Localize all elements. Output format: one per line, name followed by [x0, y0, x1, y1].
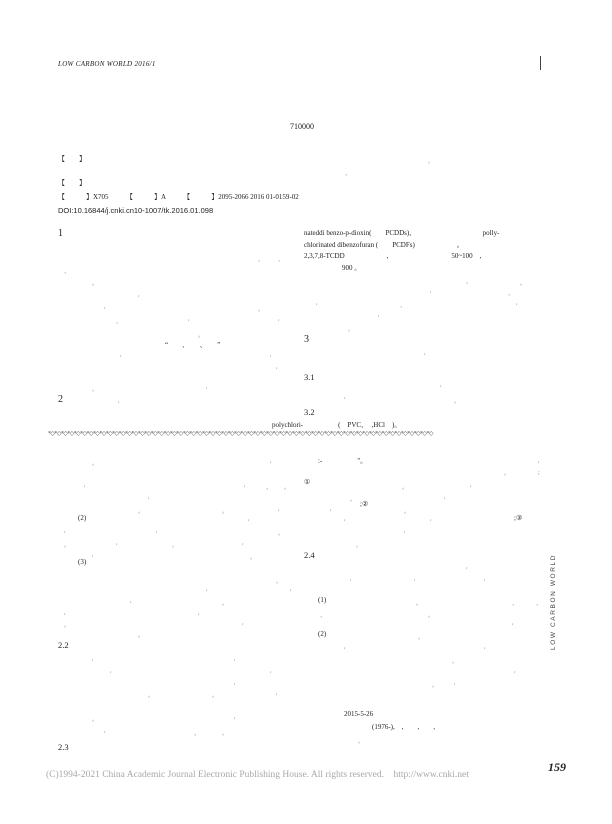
- section-2-4-heading: 2.4: [304, 550, 315, 560]
- punct-mark: 。: [520, 281, 527, 287]
- punct-mark: ,: [344, 394, 346, 400]
- punct-mark: 、: [512, 601, 519, 607]
- author-info: (1976-), , , ,: [372, 723, 435, 731]
- punct-mark: 。: [278, 531, 285, 537]
- punct-mark: 。: [172, 543, 179, 549]
- punct-mark: 。: [138, 633, 145, 639]
- punct-mark: 。: [358, 739, 365, 745]
- punct-mark: 、: [320, 613, 327, 619]
- punct-mark: 。: [416, 601, 423, 607]
- punct-mark: ,: [330, 506, 332, 512]
- punct-mark: ,: [234, 714, 236, 720]
- punct-mark: 、: [400, 303, 407, 309]
- section-2-heading: 2: [58, 394, 63, 405]
- punct-mark: ,: [206, 384, 208, 390]
- enumeration-1: ①: [304, 478, 311, 486]
- punct-mark: 。: [222, 731, 229, 737]
- punct-mark: 。: [356, 543, 363, 549]
- punct-mark: ,: [116, 540, 118, 546]
- punct-mark: ,: [316, 300, 318, 306]
- enumeration-3: ;③: [514, 514, 523, 522]
- punct-mark: 。: [428, 159, 435, 165]
- punct-mark: ,: [484, 576, 486, 582]
- punct-mark: ,: [444, 494, 446, 500]
- punct-mark: 、: [266, 485, 273, 491]
- section-3-heading: 3: [304, 334, 309, 345]
- punct-mark: ,: [64, 528, 66, 534]
- punct-mark: ,: [350, 576, 352, 582]
- punct-mark: 。: [64, 543, 71, 549]
- punct-mark: 。: [212, 693, 219, 699]
- quoted-phrase: “ 、 、 ”: [165, 341, 221, 349]
- punct-mark: ,: [234, 680, 236, 686]
- punct-mark: 。: [198, 333, 205, 339]
- column-divider: *◇*◇*◇*◇*◇*◇*◇*◇*◇*◇*◇*◇*◇*◇*◇*◇*◇*◇*◇*◇*◇*◇*◇*◇*◇*◇*◇*◇*◇*◇*◇*◇*◇*◇*◇*◇*◇*◇*◇*◇*◇*◇*◇*◇*◇*◇*◇*◇*◇*◇*◇*◇*◇*◇*◇*◇*◇*◇*◇*◇: [48, 431, 433, 437]
- punct-mark: 。: [504, 471, 511, 477]
- punct-mark: ,: [270, 352, 272, 358]
- punct-mark: ,: [278, 506, 280, 512]
- punct-mark: ,: [188, 316, 190, 322]
- body-line: polychlori- ( PVC、 ,HCl )。: [272, 421, 402, 429]
- punct-mark: 、: [258, 257, 265, 263]
- punct-mark: 、: [64, 269, 71, 275]
- punct-mark: ,: [466, 564, 468, 570]
- punct-mark: ,: [270, 668, 272, 674]
- punct-mark: ,: [278, 316, 280, 322]
- body-line: :- "。: [318, 457, 368, 465]
- punct-mark: ,: [404, 528, 406, 534]
- punct-mark: ,: [344, 644, 346, 650]
- punct-mark: ,: [242, 540, 244, 546]
- punct-mark: 。: [222, 509, 229, 515]
- section-2-3-heading: 2.3: [58, 742, 69, 752]
- punct-mark: ,: [430, 288, 432, 294]
- punct-mark: ,: [234, 656, 236, 662]
- abstract-bracket: 【 】: [58, 155, 86, 163]
- punct-mark: ,: [64, 610, 66, 616]
- section-3-1-heading: 3.1: [304, 372, 315, 382]
- list-item-2: (2): [78, 514, 87, 522]
- punct-mark: ,: [276, 690, 278, 696]
- list-item-1: (1): [318, 596, 327, 604]
- punct-mark: 。: [92, 461, 99, 467]
- punct-mark: ,: [484, 644, 486, 650]
- punct-mark: 。: [64, 623, 71, 629]
- punct-mark: 。: [348, 327, 355, 333]
- punct-mark: ,: [120, 352, 122, 358]
- punct-mark: ,: [454, 680, 456, 686]
- punct-mark: 、: [536, 601, 543, 607]
- punct-mark: 。: [92, 387, 99, 393]
- punct-mark: 。: [404, 509, 411, 515]
- punct-mark: ,: [92, 656, 94, 662]
- journal-title: LOW CARBON WORLD 2016/1: [58, 60, 156, 68]
- punct-mark: ,: [130, 598, 132, 604]
- punct-mark: 。: [92, 717, 99, 723]
- punct-mark: 。: [92, 281, 99, 287]
- punct-mark: ,: [206, 586, 208, 592]
- punct-mark: 、: [508, 291, 515, 297]
- punct-mark: 、: [194, 731, 201, 737]
- punct-mark: ,: [104, 304, 106, 310]
- punct-mark: ,: [538, 458, 540, 464]
- punct-mark: ,: [512, 620, 514, 626]
- enumeration-2: ;②: [360, 500, 369, 508]
- punct-mark: ,: [110, 668, 112, 674]
- punct-mark: 。: [222, 601, 229, 607]
- punct-mark: 。: [454, 399, 461, 405]
- punct-mark: ,: [118, 398, 120, 404]
- punct-mark: 、: [345, 171, 352, 177]
- punct-mark: ,: [344, 516, 346, 522]
- list-item-2-right: (2): [318, 630, 327, 638]
- punct-mark: ,: [378, 312, 380, 318]
- punct-mark: ,: [92, 552, 94, 558]
- punct-mark: ,: [84, 482, 86, 488]
- punct-mark: 。: [432, 683, 439, 689]
- punct-mark: 、: [116, 319, 123, 325]
- punct-mark: ,: [244, 482, 246, 488]
- section-1-heading: 1: [58, 228, 63, 239]
- body-line: chlorinated dibenzofuran ( PCDFs) 。: [304, 241, 464, 249]
- keywords-bracket: 【 】: [58, 179, 86, 187]
- punct-mark: 。: [452, 659, 459, 665]
- classification-line: 【 】X705 【 】A 【 】2095-2066 2016 01-0159-02: [58, 193, 299, 201]
- copyright-footer: (C)1994-2021 China Academic Journal Electronic Publishing House. All rights reserved. http://www.cnki.net: [46, 770, 469, 780]
- punct-mark: 。: [148, 693, 155, 699]
- punct-mark: 、: [466, 279, 473, 285]
- list-item-3: (3): [78, 558, 87, 566]
- punct-mark: ,: [430, 516, 432, 522]
- punct-mark: 、: [278, 257, 285, 263]
- side-journal-label: LOW CARBON WORLD: [550, 553, 557, 650]
- section-3-2-heading: 3.2: [304, 407, 315, 417]
- punct-mark: 。: [350, 497, 357, 503]
- doi-line[interactable]: DOI:10.16844/j.cnki.cn10-1007/tk.2016.01.098: [58, 206, 214, 215]
- punct-mark: ,: [424, 350, 426, 356]
- punct-mark: 。: [284, 485, 291, 491]
- body-line: nateddi benzo-p-dioxin( PCDDs)、 polly-: [304, 229, 500, 237]
- postal-code: 710000: [290, 122, 314, 131]
- punct-mark: ,: [440, 382, 442, 388]
- punct-mark: 。: [418, 635, 425, 641]
- punct-mark: ,: [414, 576, 416, 582]
- body-line: 2,3,7,8-TCDD , 50~100 ,: [304, 252, 482, 260]
- punct-mark: ;: [538, 470, 540, 476]
- punct-mark: 。: [138, 509, 145, 515]
- punct-mark: 。: [402, 485, 409, 491]
- punct-mark: ,: [148, 494, 150, 500]
- punct-mark: ,: [198, 610, 200, 616]
- punct-mark: ,: [270, 458, 272, 464]
- section-2-2-heading: 2.2: [58, 640, 69, 650]
- punct-mark: ,: [104, 728, 106, 734]
- punct-mark: ,: [242, 620, 244, 626]
- punct-mark: 。: [428, 613, 435, 619]
- punct-mark: ,: [290, 586, 292, 592]
- punct-mark: 。: [258, 307, 265, 313]
- body-line: 900 。: [342, 264, 362, 272]
- punct-mark: ,: [470, 482, 472, 488]
- page-number: 159: [548, 760, 566, 774]
- punct-mark: 。: [250, 555, 257, 561]
- header-rule: [540, 56, 541, 70]
- punct-mark: ,: [276, 364, 278, 370]
- received-date: 2015-5-26: [344, 710, 374, 718]
- punct-mark: ,: [156, 528, 158, 534]
- punct-mark: ,: [138, 292, 140, 298]
- punct-mark: ,: [514, 668, 516, 674]
- punct-mark: 。: [276, 579, 283, 585]
- punct-mark: ,: [248, 516, 250, 522]
- punct-mark: ,: [516, 300, 518, 306]
